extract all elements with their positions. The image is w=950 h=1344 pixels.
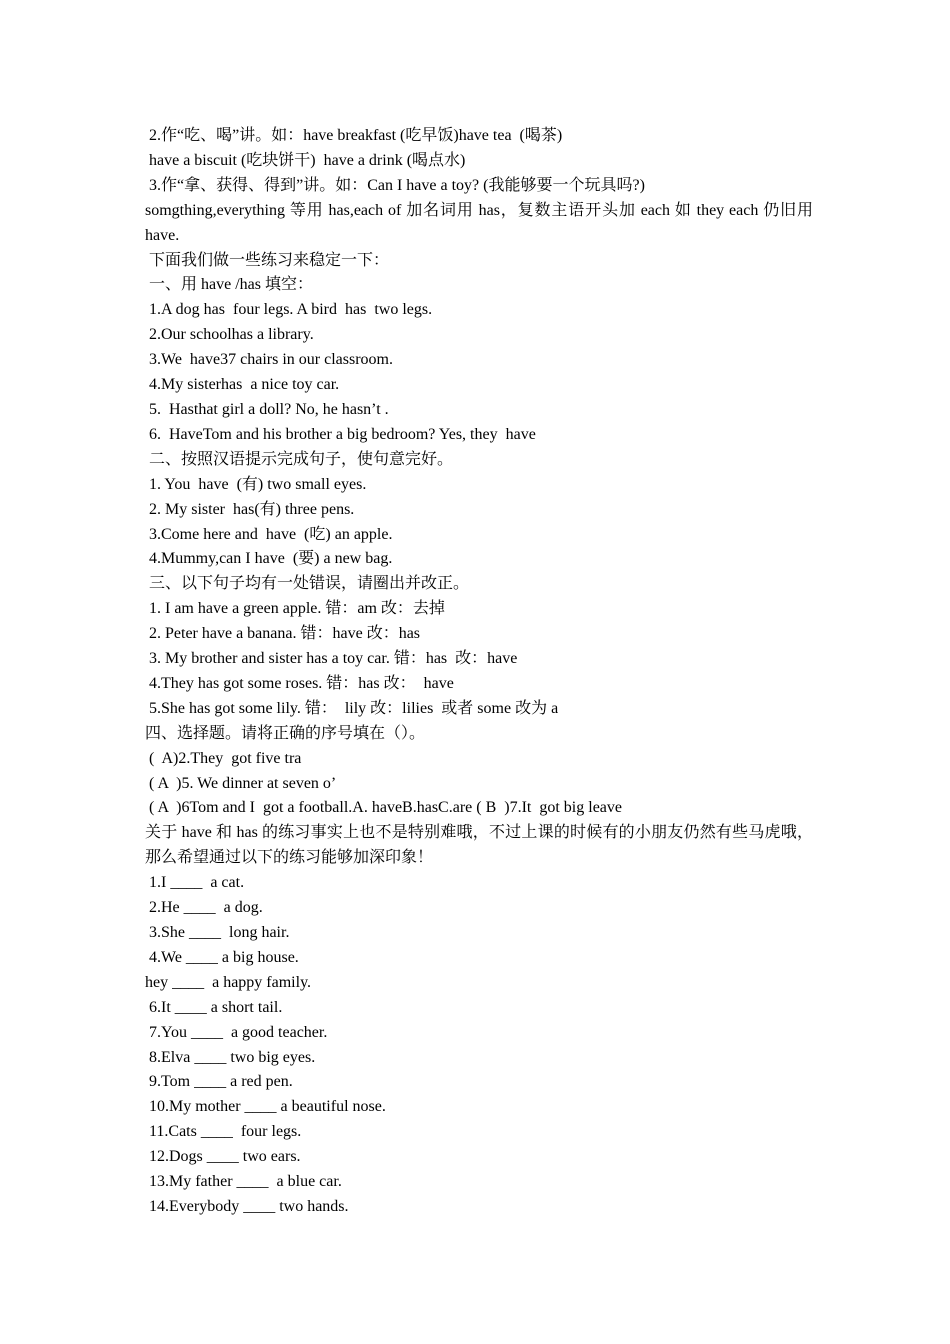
exercise-item: 5. Hasthat girl a doll? No, he hasn’t . <box>145 400 389 418</box>
exercise-item: 2.He ____ a dog. <box>145 899 263 917</box>
exercise-item: 9.Tom ____ a red pen. <box>145 1073 293 1091</box>
exercise-item: 11.Cats ____ four legs. <box>145 1123 302 1141</box>
exercise-item: 4.My sisterhas a nice toy car. <box>145 376 340 394</box>
exercise-item: 3.Come here and have (吃) an apple. <box>145 525 393 543</box>
exercise-item: 3. My brother and sister has a toy car. 错：has 改：have <box>145 650 518 668</box>
text-line: 3.作“拿、获得、得到”讲。如：Can I have a toy? (我能够要一个玩具吗?) <box>145 176 645 194</box>
exercise-item: 1. You have (有) two small eyes. <box>145 475 367 493</box>
exercise-item: 2. Peter have a banana. 错：have 改：has <box>145 625 421 643</box>
text-line: 2.作“吃、喝”讲。如：have breakfast (吃早饭)have tea (喝茶) <box>145 127 563 144</box>
text-line: 下面我们做一些练习来稳定一下： <box>145 251 390 269</box>
exercise-item: 12.Dogs ____ two ears. <box>145 1148 301 1166</box>
section-heading: 四、选择题。请将正确的序号填在（）。 <box>145 724 426 742</box>
text-paragraph: 关于 have 和 has 的练习事实上也不是特别难哦，不过上课的时候有的小朋友仍然有些马虎哦，那么希望通过以下的练习能够加深印象！ <box>145 824 813 867</box>
exercise-item: 1.A dog has four legs. A bird has two legs. <box>145 301 433 319</box>
exercise-item: 14.Everybody ____ two hands. <box>145 1197 349 1215</box>
exercise-item: 8.Elva ____ two big eyes. <box>145 1048 316 1066</box>
document-body <box>145 124 813 1220</box>
exercise-item: 10.My mother ____ a beautiful nose. <box>145 1098 386 1116</box>
exercise-item: 4.They has got some roses. 错：has 改： have <box>145 674 454 692</box>
exercise-item: 7.You ____ a good teacher. <box>145 1023 328 1041</box>
text-paragraph: somgthing,everything 等用 has,each of 加名词用 has，复数主语开头加 each 如 they each 仍旧用 have. <box>145 201 813 244</box>
exercise-item: 3.She ____ long hair. <box>145 924 290 941</box>
exercise-item: 1. I am have a green apple. 错：am 改：去掉 <box>145 600 445 618</box>
exercise-item: 6.It ____ a short tail. <box>145 998 283 1016</box>
exercise-item: ( A )6Tom and I got a football.A. haveB.hasC.are ( B )7.It got big leave <box>145 799 622 817</box>
exercise-item: 4.We ____ a big house. <box>145 948 299 966</box>
exercise-item: hey ____ a happy family. <box>145 973 312 991</box>
exercise-item: ( A )5. We dinner at seven o’ <box>145 774 337 792</box>
section-heading: 三、以下句子均有一处错误，请圈出并改正。 <box>145 575 470 593</box>
exercise-item: 13.My father ____ a blue car. <box>145 1173 342 1191</box>
exercise-item: 2.Our schoolhas a library. <box>145 326 314 344</box>
exercise-item: ( A)2.They got five tra <box>145 749 302 767</box>
exercise-item: 5.She has got some lily. 错： lily 改：lilies 或者 some 改为 a <box>145 699 559 717</box>
exercise-item: 1.I ____ a cat. <box>145 874 245 892</box>
exercise-item: 3.We have37 chairs in our classroom. <box>145 351 393 369</box>
exercise-item: 2. My sister has(有) three pens. <box>145 500 355 518</box>
exercise-item: 6. HaveTom and his brother a big bedroom? Yes, they have <box>145 425 536 443</box>
text-line: have a biscuit (吃块饼干) have a drink (喝点水) <box>145 151 466 169</box>
section-heading: 一、用 have /has 填空： <box>145 276 313 294</box>
section-heading: 二、按照汉语提示完成句子，使句意完好。 <box>145 450 454 468</box>
exercise-item: 4.Mummy,can I have (要) a new bag. <box>145 550 393 568</box>
